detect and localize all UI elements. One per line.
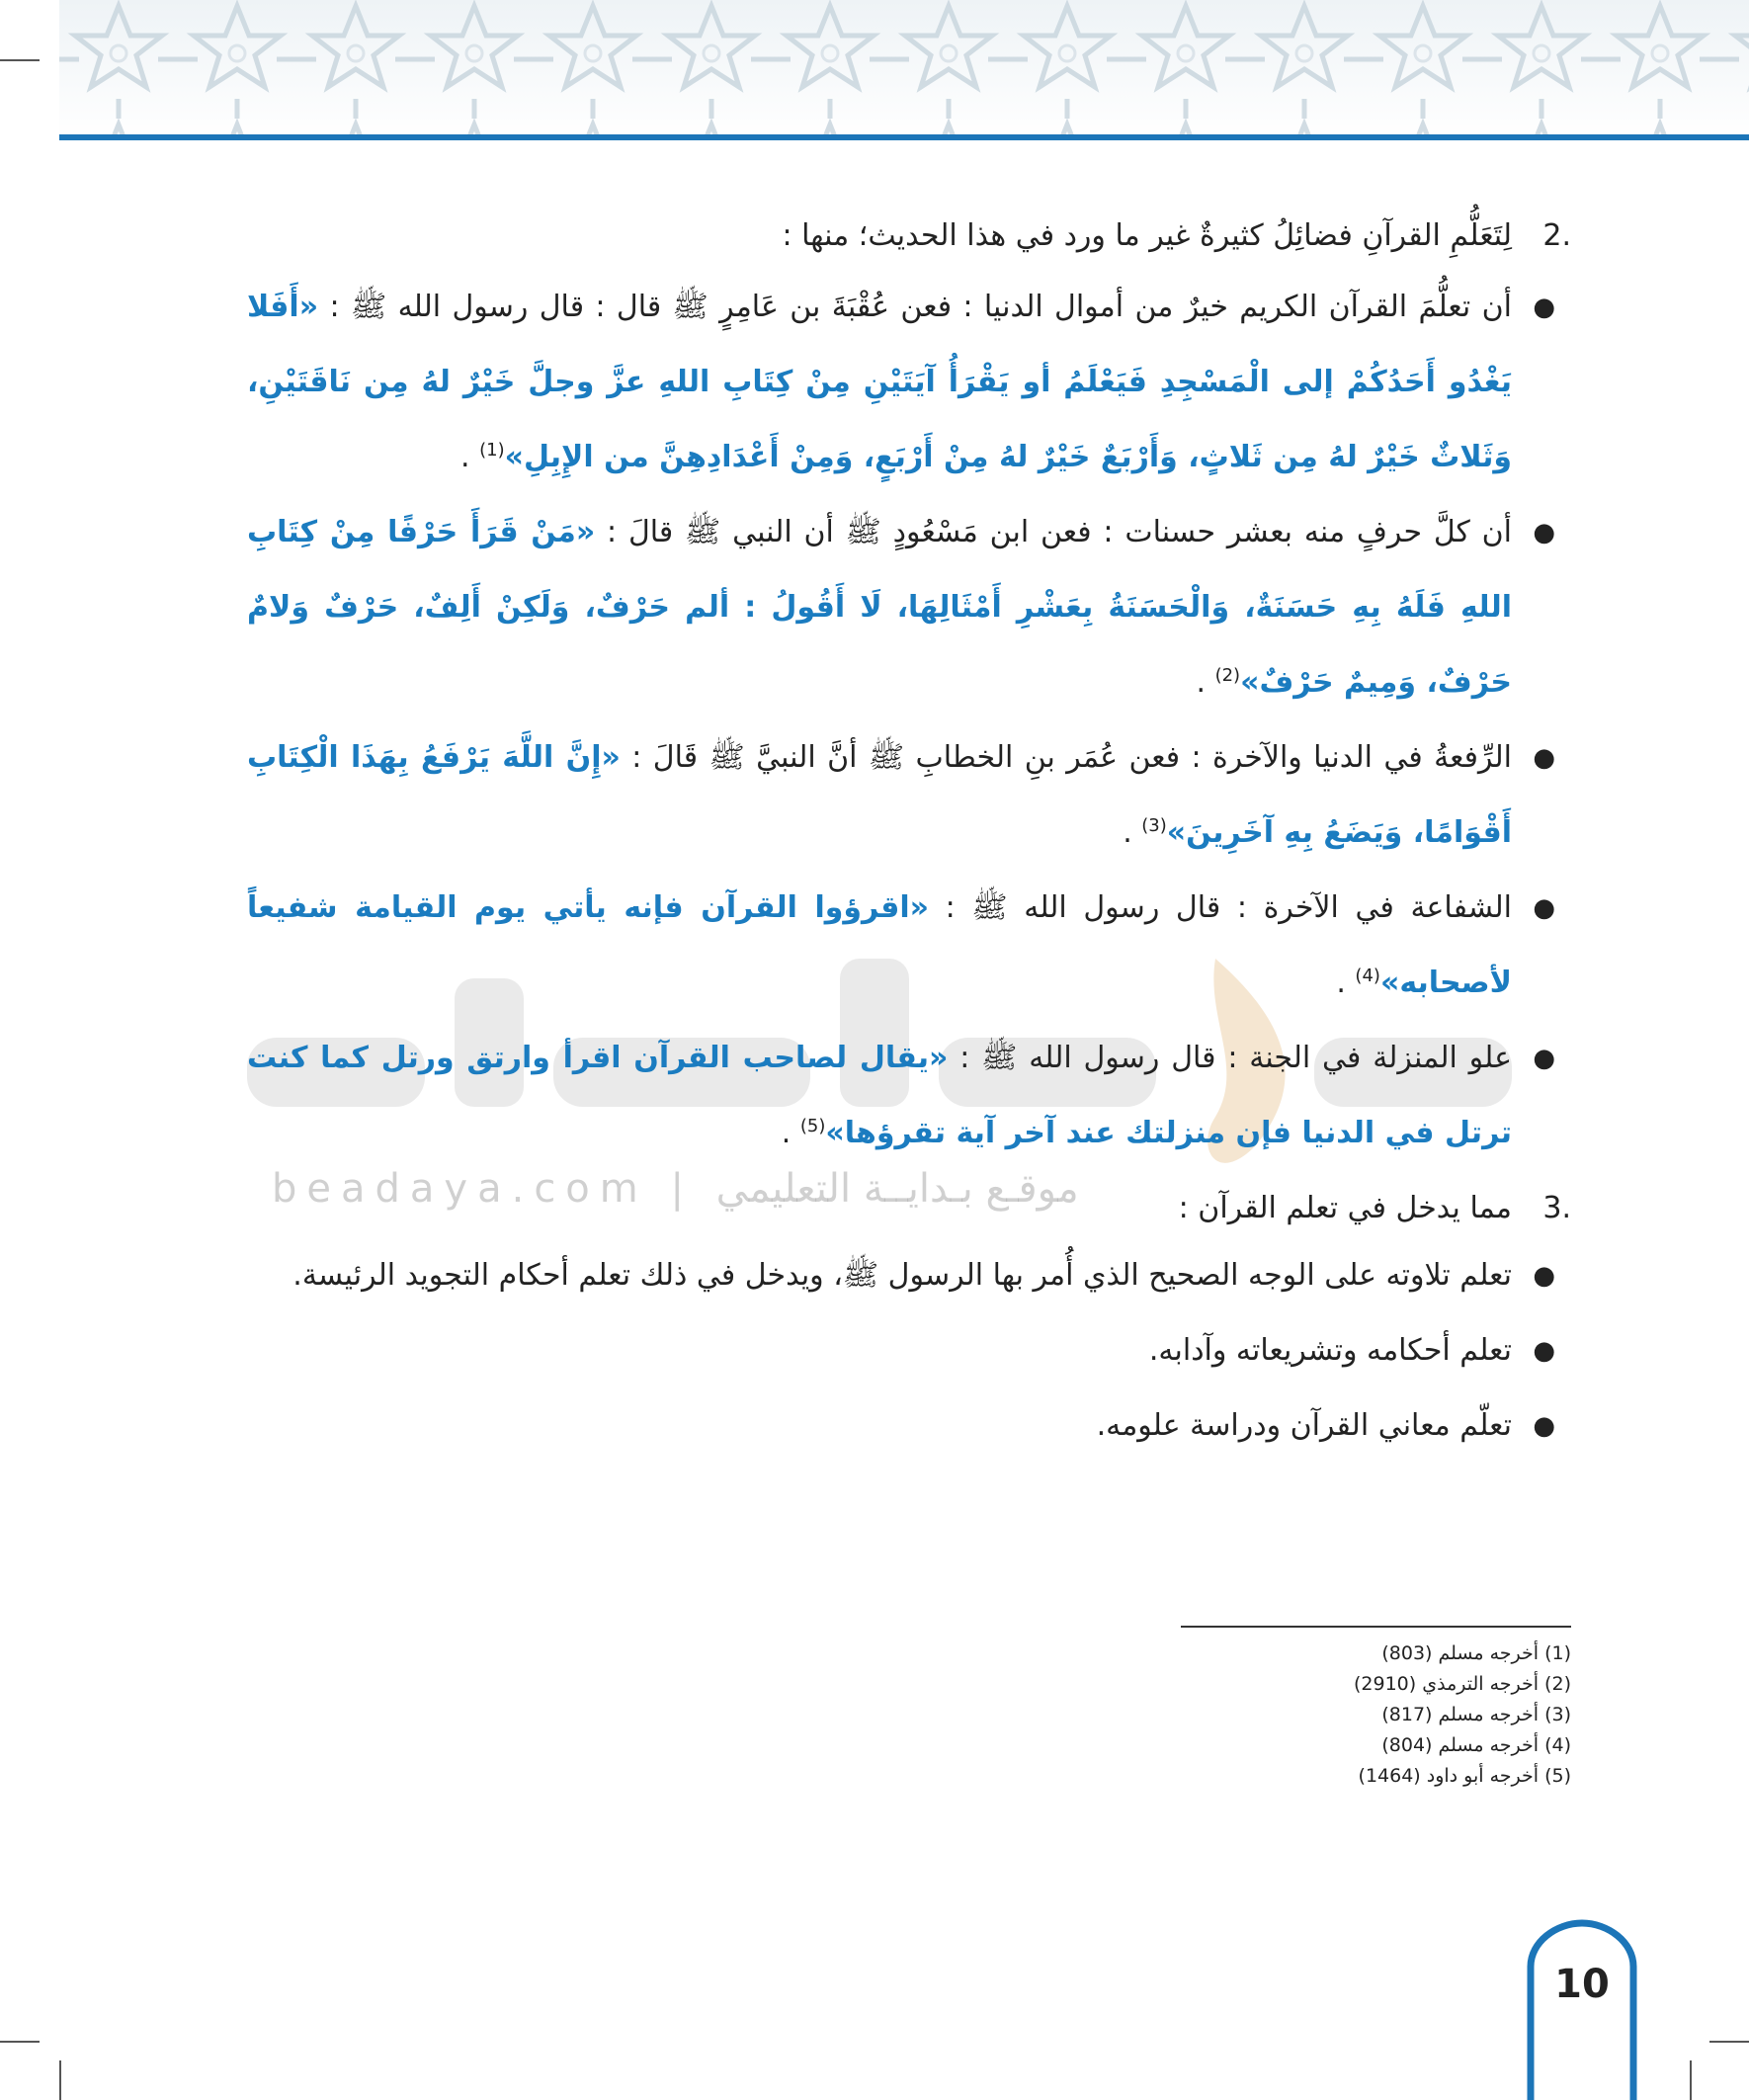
watermark-url: beadaya.com | موقـع بـدايــة التعليمي (272, 1166, 1079, 1212)
list-item (247, 270, 1571, 495)
footnotes (1181, 1638, 1571, 1792)
virtue-text: الرِّفعةُ في الدنيا والآخرة : فعن عُمَر بنِ الخطابِ ﷺ أنَّ النبيَّ ﷺ قَالَ : (620, 740, 1512, 775)
footnote-ref: (1) (479, 440, 505, 461)
lesson-content (247, 212, 1571, 1464)
list-item (247, 495, 1571, 720)
footnote-ref: (5) (799, 1116, 826, 1136)
sentence-end: . (1336, 966, 1356, 1000)
list-item (247, 1238, 1571, 1313)
virtue-text: أن كلَّ حرفٍ منه بعشر حسنات : فعن ابن مَسْعُودٍ ﷺ أن النبي ﷺ قالَ : (595, 515, 1512, 549)
list-item (247, 1313, 1571, 1388)
crop-mark-top-left-h (0, 59, 40, 61)
hadith-quote: «مَنْ قَرَأَ حَرْفًا مِنْ كِتَابِ اللهِ فَلَهُ بِهِ حَسَنَةٌ، وَالْحَسَنَةُ بِعَشْرِ أَمْثَالِهَا، لَا أَقُولُ : ألم حَرْفٌ، وَلَكِنْ أَلِفٌ، حَرْفٌ وَلامٌ حَرْفٌ، وَمِيمٌ حَرْفٌ» (247, 515, 1512, 700)
hadith-quote: «اقرؤوا القرآن فإنه يأتي يوم القيامة شفيعاً لأصحابه» (247, 890, 1512, 1000)
section-3-number: 3. (1542, 1191, 1571, 1225)
bullet-icon: ● (1533, 518, 1555, 547)
footnote: (3) أخرجه مسلم (817) (1381, 1704, 1571, 1725)
virtue-text: أن تعلُّمَ القرآن الكريم خيرٌ من أموال الدنيا : فعن عُقْبَةَ بن عَامِرٍ ﷺ قال : قال رسول الله ﷺ : (318, 290, 1512, 324)
section-3-intro-text: مما يدخل في تعلم القرآن : (1178, 1191, 1512, 1225)
sentence-end: . (460, 440, 480, 474)
virtue-text: علو المنزلة في الجنة : قال رسول الله ﷺ : (948, 1041, 1513, 1075)
footnote: (2) أخرجه الترمذي (2910) (1354, 1673, 1571, 1695)
crop-mark-bottom-right-v (1690, 2060, 1692, 2100)
page-number: 10 (1554, 1962, 1610, 2007)
sentence-end: . (1196, 665, 1215, 700)
list-item (247, 1021, 1571, 1171)
list-item (247, 720, 1571, 871)
footnote: (4) أخرجه مسلم (804) (1381, 1734, 1571, 1756)
bullet-icon: ● (1533, 1336, 1555, 1366)
hadith-quote: «إِنَّ اللَّهَ يَرْفَعُ بِهَذَا الْكِتَابِ أَقْوَامًا، وَيَضَعُ بِهِ آخَرِينَ» (247, 740, 1512, 850)
bullet-icon: ● (1533, 1044, 1555, 1073)
bullet-icon: ● (1533, 743, 1555, 773)
list-item (247, 871, 1571, 1021)
learning-item-text: تعلم تلاوته على الوجه الصحيح الذي أُمر بها الرسول ﷺ، ويدخل في ذلك تعلم أحكام التجويد الرئيسة. (292, 1258, 1512, 1293)
crop-mark-bottom-right-h (1709, 2041, 1749, 2043)
page-number-tab (1527, 1917, 1637, 2100)
sentence-end: . (1123, 815, 1142, 850)
footnote: (5) أخرجه أبو داود (1464) (1358, 1765, 1571, 1787)
footnote-ref: (3) (1141, 815, 1167, 836)
hadith-quote: «يقال لصاحب القرآن اقرأ وارتق ورتل كما كنت ترتل في الدنيا فإن منزلتك عند آخر آية تقرؤها» (247, 1041, 1512, 1150)
crop-mark-bottom-left-v (59, 2060, 61, 2100)
footnote-ref: (4) (1355, 966, 1380, 986)
footnote: (1) أخرجه مسلم (803) (1381, 1642, 1571, 1664)
learning-item-text: تعلم أحكامه وتشريعاته وآدابه. (1148, 1333, 1512, 1368)
learning-item-text: تعلّم معاني القرآن ودراسة علومه. (1096, 1408, 1512, 1443)
section-2-intro (247, 212, 1571, 260)
bullet-icon: ● (1533, 293, 1555, 322)
header-rule (59, 134, 1749, 140)
bullet-icon: ● (1533, 1411, 1555, 1441)
sentence-end: . (781, 1116, 800, 1150)
footnote-ref: (2) (1214, 665, 1241, 686)
bullet-icon: ● (1533, 1261, 1555, 1291)
section-2-intro-text: لِتَعَلُّمِ القرآنِ فضائِلُ كثيرةٌ غير ما ورد في هذا الحديث؛ منها : (782, 218, 1512, 253)
header-pattern (59, 0, 1749, 138)
section-3-intro (247, 1185, 1571, 1232)
hadith-quote: «أَفَلا يَغْدُو أَحَدُكُمْ إلى الْمَسْجِدِ فَيَعْلَمُ أو يَقْرَأُ آيَتَيْنِ مِنْ كِتَابِ اللهِ عزَّ وجلَّ خَيْرٌ لهُ مِن نَاقَتَيْنِ، وَثَلاثٌ خَيْرٌ لهُ مِن ثَلاثٍ، وَأَرْبَعٌ خَيْرٌ لهُ مِنْ أَرْبَعٍ، وَمِنْ أَعْدَادِهِنَّ من الإِبِلِ» (247, 290, 1512, 474)
footnote-rule (1181, 1626, 1571, 1628)
section-2-number: 2. (1542, 218, 1571, 253)
crop-mark-bottom-left-h (0, 2041, 40, 2043)
bullet-icon: ● (1533, 893, 1555, 923)
geometric-pattern-icon (59, 0, 1749, 138)
list-item (247, 1388, 1571, 1464)
virtue-text: الشفاعة في الآخرة : قال رسول الله ﷺ : (929, 890, 1512, 925)
